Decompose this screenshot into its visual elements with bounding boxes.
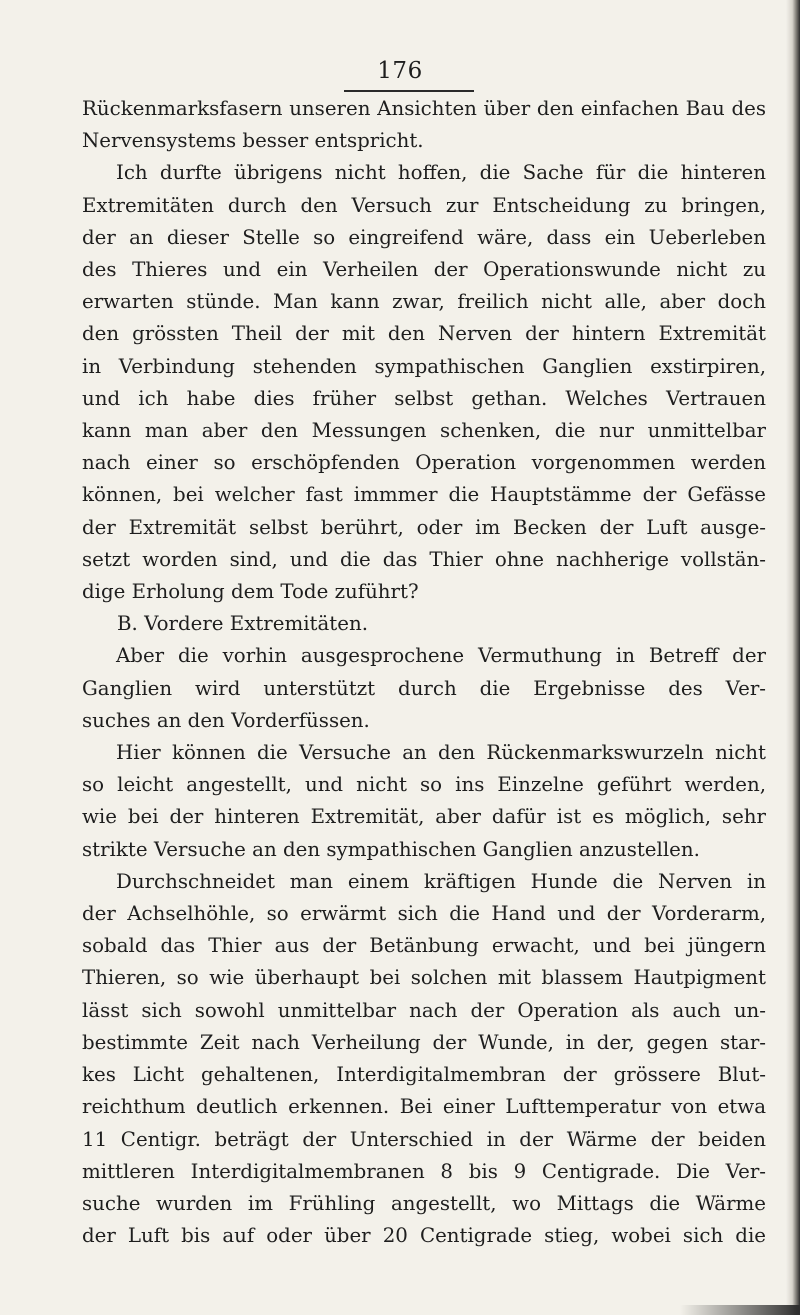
text-line: der Extremität selbst berührt, oder im Becken der Luft ausge- [82,515,766,539]
text-line: suches an den Vorderfüssen. [82,708,370,732]
text-line: des Thieres und ein Verheilen der Operationswunde nicht zu [82,258,766,282]
bottom-corner-shadow [680,1305,800,1315]
text-line: bestimmte Zeit nach Verheilung der Wunde, in der, gegen star- [82,1030,766,1054]
text-line: wie bei der hinteren Extremität, aber dafür ist es möglich, sehr [82,805,766,829]
text-line: mittleren Interdigitalmembranen 8 bis 9 Centigrade. Die Ver- [82,1159,766,1183]
text-line: Durchschneidet man einem kräftigen Hunde die Nerven in [116,869,766,893]
text-line: Ich durfte übrigens nicht hoffen, die Sache für die hinteren [116,161,766,185]
text-line: der Achselhöhle, so erwärmt sich die Hand und der Vorderarm, [82,902,766,926]
text-line: dige Erholung dem Tode zuführt? [82,580,419,604]
text-line: Thieren, so wie überhaupt bei solchen mit blassem Hautpigment [82,966,766,990]
text-line: Ganglien wird unterstützt durch die Ergebnisse des Ver- [82,676,766,700]
text-line: Aber die vorhin ausgesprochene Vermuthung in Betreff der [116,644,766,668]
text-line: strikte Versuche an den sympathischen Ganglien anzustellen. [82,837,700,861]
text-line: nach einer so erschöpfenden Operation vorgenommen werden [82,451,766,475]
text-line: 11 Centigr. beträgt der Unterschied in der Wärme der beiden [82,1127,766,1151]
text-line: kes Licht gehaltenen, Interdigitalmembran der grössere Blut- [82,1063,766,1087]
section-heading: B. Vordere Extremitäten. [117,612,368,636]
text-line: reichthum deutlich erkennen. Bei einer Lufttemperatur von etwa [82,1095,766,1119]
text-line: und ich habe dies früher selbst gethan. Welches Vertrauen [82,386,766,410]
text-line: so leicht angestellt, und nicht so ins Einzelne geführt werden, [82,773,766,797]
text-line: setzt worden sind, und die das Thier ohne nachherige vollstän- [82,547,766,571]
text-line: der an dieser Stelle so eingreifend wäre, dass ein Ueberleben [82,225,766,249]
text-line: den grössten Theil der mit den Nerven der hintern Extremität [82,322,766,346]
text-line: der Luft bis auf oder über 20 Centigrade stieg, wobei sich die [82,1224,766,1248]
text-line: kann man aber den Messungen schenken, die nur unmittelbar [82,419,766,443]
body-text [82,93,766,1252]
text-line: Rückenmarksfasern unseren Ansichten über den einfachen Bau des [82,97,766,120]
page-edge-shadow [786,0,800,1315]
page-number: 176 [377,58,423,84]
page-number-rule [344,90,474,92]
text-line: Extremitäten durch den Versuch zur Entscheidung zu bringen, [82,193,766,217]
text-line: sobald das Thier aus der Betänbung erwacht, und bei jüngern [82,934,766,958]
text-line: können, bei welcher fast immmer die Hauptstämme der Gefässe [82,483,766,507]
text-line: in Verbindung stehenden sympathischen Ganglien exstirpiren, [82,354,766,378]
text-line: Nervensystems besser entspricht. [82,129,424,153]
text-line: Hier können die Versuche an den Rückenmarkswurzeln nicht [116,741,766,765]
text-line: lässt sich sowohl unmittelbar nach der Operation als auch un- [82,998,766,1022]
text-line: suche wurden im Frühling angestellt, wo Mittags die Wärme [82,1191,766,1215]
text-line: erwarten stünde. Man kann zwar, freilich nicht alle, aber doch [82,290,766,314]
